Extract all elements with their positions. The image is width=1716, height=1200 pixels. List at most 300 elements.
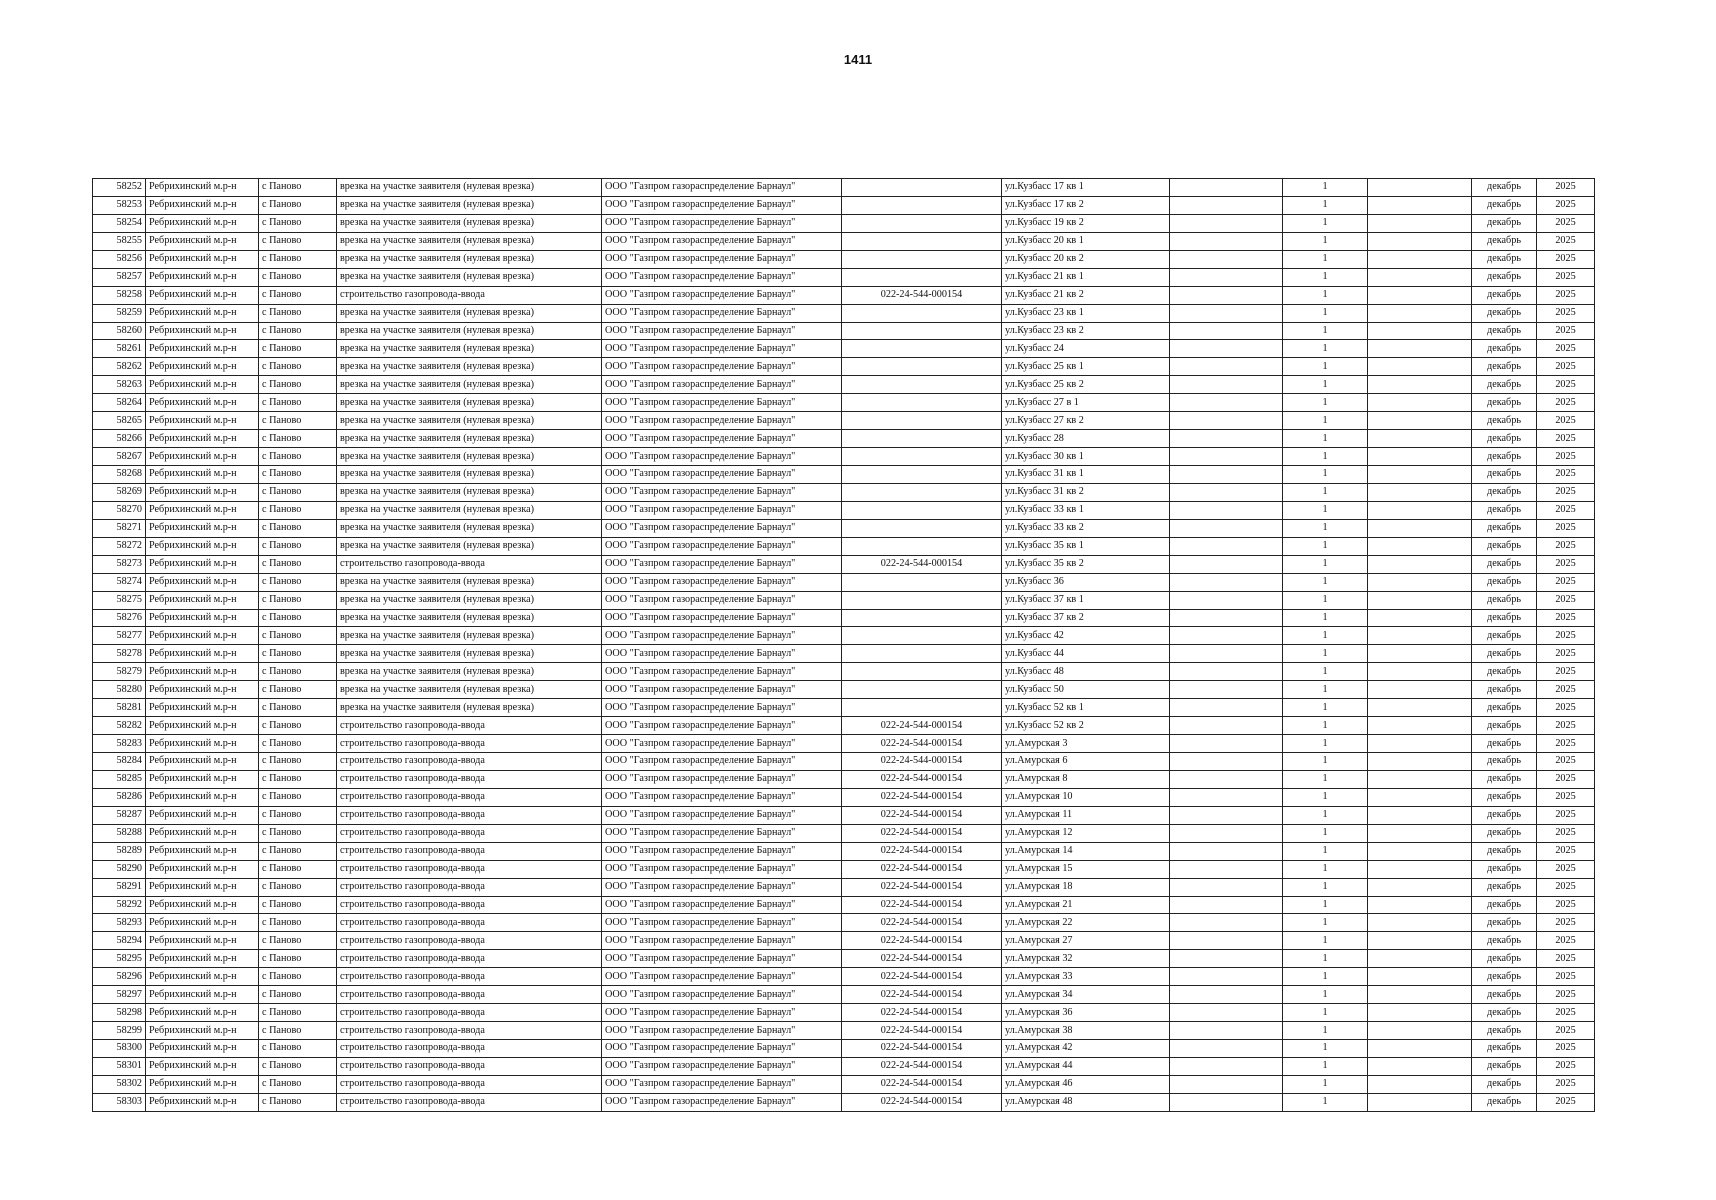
- cell-work-type: врезка на участке заявителя (нулевая врезка): [337, 699, 602, 717]
- cell-year: 2025: [1537, 842, 1595, 860]
- table-row: [93, 179, 1595, 197]
- cell-work-type: врезка на участке заявителя (нулевая врезка): [337, 268, 602, 286]
- cell-year: 2025: [1537, 645, 1595, 663]
- cell-project-code: 022-24-544-000154: [842, 1040, 1002, 1058]
- cell-organization: ООО "Газпром газораспределение Барнаул": [602, 394, 842, 412]
- cell-organization: ООО "Газпром газораспределение Барнаул": [602, 806, 842, 824]
- cell-work-type: строительство газопровода-ввода: [337, 1075, 602, 1093]
- cell-year: 2025: [1537, 286, 1595, 304]
- cell-district: Ребрихинский м.р-н: [146, 412, 259, 430]
- cell-year: 2025: [1537, 537, 1595, 555]
- cell-extra: [1170, 322, 1283, 340]
- cell-quantity: 1: [1283, 286, 1368, 304]
- cell-notes: [1368, 412, 1472, 430]
- cell-organization: ООО "Газпром газораспределение Барнаул": [602, 788, 842, 806]
- cell-address: ул.Амурская 22: [1002, 914, 1170, 932]
- cell-organization: ООО "Газпром газораспределение Барнаул": [602, 1057, 842, 1075]
- cell-quantity: 1: [1283, 1075, 1368, 1093]
- cell-month: декабрь: [1472, 699, 1537, 717]
- cell-district: Ребрихинский м.р-н: [146, 268, 259, 286]
- table-row: [93, 412, 1595, 430]
- cell-extra: [1170, 753, 1283, 771]
- cell-project-code: [842, 591, 1002, 609]
- table-row: [93, 555, 1595, 573]
- cell-year: 2025: [1537, 663, 1595, 681]
- cell-notes: [1368, 609, 1472, 627]
- cell-month: декабрь: [1472, 591, 1537, 609]
- cell-quantity: 1: [1283, 645, 1368, 663]
- cell-organization: ООО "Газпром газораспределение Барнаул": [602, 322, 842, 340]
- cell-settlement: с Паново: [259, 537, 337, 555]
- cell-address: ул.Кузбасс 21 кв 2: [1002, 286, 1170, 304]
- cell-year: 2025: [1537, 806, 1595, 824]
- cell-notes: [1368, 501, 1472, 519]
- cell-address: ул.Кузбасс 30 кв 1: [1002, 448, 1170, 466]
- cell-notes: [1368, 268, 1472, 286]
- cell-project-code: [842, 645, 1002, 663]
- cell-address: ул.Кузбасс 42: [1002, 627, 1170, 645]
- cell-work-type: строительство газопровода-ввода: [337, 735, 602, 753]
- cell-settlement: с Паново: [259, 932, 337, 950]
- cell-project-code: [842, 627, 1002, 645]
- table-row: [93, 770, 1595, 788]
- cell-notes: [1368, 1040, 1472, 1058]
- cell-extra: [1170, 537, 1283, 555]
- cell-quantity: 1: [1283, 358, 1368, 376]
- cell-address: ул.Кузбасс 23 кв 2: [1002, 322, 1170, 340]
- cell-settlement: с Паново: [259, 1040, 337, 1058]
- cell-address: ул.Кузбасс 52 кв 2: [1002, 717, 1170, 735]
- cell-quantity: 1: [1283, 501, 1368, 519]
- cell-district: Ребрихинский м.р-н: [146, 232, 259, 250]
- table-body: [93, 179, 1595, 1112]
- cell-work-type: строительство газопровода-ввода: [337, 1022, 602, 1040]
- cell-year: 2025: [1537, 179, 1595, 197]
- cell-quantity: 1: [1283, 860, 1368, 878]
- cell-work-type: строительство газопровода-ввода: [337, 896, 602, 914]
- cell-project-code: [842, 681, 1002, 699]
- cell-address: ул.Кузбасс 52 кв 1: [1002, 699, 1170, 717]
- cell-quantity: 1: [1283, 699, 1368, 717]
- cell-settlement: с Паново: [259, 340, 337, 358]
- cell-extra: [1170, 896, 1283, 914]
- table-row: [93, 627, 1595, 645]
- cell-organization: ООО "Газпром газораспределение Барнаул": [602, 1022, 842, 1040]
- cell-quantity: 1: [1283, 627, 1368, 645]
- cell-organization: ООО "Газпром газораспределение Барнаул": [602, 717, 842, 735]
- cell-year: 2025: [1537, 250, 1595, 268]
- cell-address: ул.Амурская 12: [1002, 824, 1170, 842]
- cell-year: 2025: [1537, 1093, 1595, 1111]
- cell-month: декабрь: [1472, 1022, 1537, 1040]
- cell-address: ул.Кузбасс 33 кв 1: [1002, 501, 1170, 519]
- cell-district: Ребрихинский м.р-н: [146, 770, 259, 788]
- cell-month: декабрь: [1472, 645, 1537, 663]
- cell-extra: [1170, 1040, 1283, 1058]
- cell-notes: [1368, 968, 1472, 986]
- table-row: [93, 448, 1595, 466]
- cell-quantity: 1: [1283, 806, 1368, 824]
- cell-settlement: с Паново: [259, 448, 337, 466]
- cell-district: Ребрихинский м.р-н: [146, 1057, 259, 1075]
- cell-project-code: 022-24-544-000154: [842, 932, 1002, 950]
- cell-month: декабрь: [1472, 232, 1537, 250]
- cell-notes: [1368, 932, 1472, 950]
- cell-year: 2025: [1537, 340, 1595, 358]
- cell-year: 2025: [1537, 770, 1595, 788]
- cell-address: ул.Кузбасс 21 кв 1: [1002, 268, 1170, 286]
- cell-district: Ребрихинский м.р-н: [146, 304, 259, 322]
- cell-project-code: [842, 358, 1002, 376]
- cell-notes: [1368, 645, 1472, 663]
- cell-month: декабрь: [1472, 555, 1537, 573]
- cell-quantity: 1: [1283, 179, 1368, 197]
- cell-organization: ООО "Газпром газораспределение Барнаул": [602, 753, 842, 771]
- cell-month: декабрь: [1472, 340, 1537, 358]
- cell-year: 2025: [1537, 896, 1595, 914]
- cell-notes: [1368, 914, 1472, 932]
- cell-work-type: врезка на участке заявителя (нулевая врезка): [337, 179, 602, 197]
- cell-organization: ООО "Газпром газораспределение Барнаул": [602, 986, 842, 1004]
- cell-notes: [1368, 770, 1472, 788]
- cell-month: декабрь: [1472, 483, 1537, 501]
- cell-address: ул.Кузбасс 48: [1002, 663, 1170, 681]
- cell-quantity: 1: [1283, 717, 1368, 735]
- cell-row-number: 58265: [93, 412, 146, 430]
- cell-row-number: 58303: [93, 1093, 146, 1111]
- cell-work-type: строительство газопровода-ввода: [337, 806, 602, 824]
- cell-row-number: 58273: [93, 555, 146, 573]
- cell-notes: [1368, 340, 1472, 358]
- cell-project-code: 022-24-544-000154: [842, 950, 1002, 968]
- cell-organization: ООО "Газпром газораспределение Барнаул": [602, 376, 842, 394]
- cell-project-code: 022-24-544-000154: [842, 1022, 1002, 1040]
- cell-year: 2025: [1537, 466, 1595, 484]
- cell-project-code: [842, 483, 1002, 501]
- cell-extra: [1170, 448, 1283, 466]
- cell-settlement: с Паново: [259, 1004, 337, 1022]
- cell-organization: ООО "Газпром газораспределение Барнаул": [602, 304, 842, 322]
- table-row: [93, 1040, 1595, 1058]
- cell-extra: [1170, 1093, 1283, 1111]
- cell-month: декабрь: [1472, 1040, 1537, 1058]
- cell-extra: [1170, 483, 1283, 501]
- cell-extra: [1170, 878, 1283, 896]
- cell-district: Ребрихинский м.р-н: [146, 466, 259, 484]
- cell-project-code: [842, 394, 1002, 412]
- cell-organization: ООО "Газпром газораспределение Барнаул": [602, 214, 842, 232]
- cell-month: декабрь: [1472, 322, 1537, 340]
- cell-district: Ребрихинский м.р-н: [146, 609, 259, 627]
- cell-month: декабрь: [1472, 609, 1537, 627]
- table-row: [93, 1022, 1595, 1040]
- cell-district: Ребрихинский м.р-н: [146, 663, 259, 681]
- table-row: [93, 860, 1595, 878]
- cell-address: ул.Амурская 6: [1002, 753, 1170, 771]
- cell-settlement: с Паново: [259, 179, 337, 197]
- cell-quantity: 1: [1283, 824, 1368, 842]
- cell-organization: ООО "Газпром газораспределение Барнаул": [602, 196, 842, 214]
- cell-organization: ООО "Газпром газораспределение Барнаул": [602, 770, 842, 788]
- cell-notes: [1368, 376, 1472, 394]
- cell-quantity: 1: [1283, 340, 1368, 358]
- cell-month: декабрь: [1472, 573, 1537, 591]
- cell-row-number: 58282: [93, 717, 146, 735]
- cell-project-code: 022-24-544-000154: [842, 1004, 1002, 1022]
- cell-settlement: с Паново: [259, 806, 337, 824]
- cell-row-number: 58253: [93, 196, 146, 214]
- cell-settlement: с Паново: [259, 842, 337, 860]
- table-row: [93, 699, 1595, 717]
- cell-row-number: 58258: [93, 286, 146, 304]
- cell-row-number: 58254: [93, 214, 146, 232]
- cell-month: декабрь: [1472, 717, 1537, 735]
- cell-quantity: 1: [1283, 537, 1368, 555]
- cell-district: Ребрихинский м.р-н: [146, 627, 259, 645]
- cell-address: ул.Амурская 8: [1002, 770, 1170, 788]
- cell-settlement: с Паново: [259, 1075, 337, 1093]
- cell-settlement: с Паново: [259, 483, 337, 501]
- cell-district: Ребрихинский м.р-н: [146, 717, 259, 735]
- cell-row-number: 58301: [93, 1057, 146, 1075]
- cell-extra: [1170, 681, 1283, 699]
- cell-month: декабрь: [1472, 250, 1537, 268]
- cell-organization: ООО "Газпром газораспределение Барнаул": [602, 555, 842, 573]
- cell-project-code: [842, 232, 1002, 250]
- cell-notes: [1368, 1075, 1472, 1093]
- cell-month: декабрь: [1472, 268, 1537, 286]
- cell-notes: [1368, 358, 1472, 376]
- cell-year: 2025: [1537, 986, 1595, 1004]
- table-row: [93, 1093, 1595, 1111]
- cell-quantity: 1: [1283, 788, 1368, 806]
- cell-settlement: с Паново: [259, 501, 337, 519]
- cell-extra: [1170, 735, 1283, 753]
- cell-project-code: 022-24-544-000154: [842, 286, 1002, 304]
- cell-settlement: с Паново: [259, 214, 337, 232]
- cell-project-code: 022-24-544-000154: [842, 770, 1002, 788]
- cell-settlement: с Паново: [259, 466, 337, 484]
- page-number: 1411: [843, 52, 873, 67]
- cell-work-type: строительство газопровода-ввода: [337, 770, 602, 788]
- cell-address: ул.Кузбасс 27 кв 2: [1002, 412, 1170, 430]
- cell-notes: [1368, 555, 1472, 573]
- cell-work-type: строительство газопровода-ввода: [337, 932, 602, 950]
- cell-row-number: 58277: [93, 627, 146, 645]
- cell-month: декабрь: [1472, 358, 1537, 376]
- cell-work-type: строительство газопровода-ввода: [337, 968, 602, 986]
- cell-month: декабрь: [1472, 735, 1537, 753]
- cell-organization: ООО "Газпром газораспределение Барнаул": [602, 358, 842, 376]
- cell-row-number: 58302: [93, 1075, 146, 1093]
- cell-work-type: врезка на участке заявителя (нулевая врезка): [337, 519, 602, 537]
- cell-organization: ООО "Газпром газораспределение Барнаул": [602, 932, 842, 950]
- cell-month: декабрь: [1472, 214, 1537, 232]
- cell-quantity: 1: [1283, 232, 1368, 250]
- cell-district: Ребрихинский м.р-н: [146, 860, 259, 878]
- cell-work-type: врезка на участке заявителя (нулевая врезка): [337, 466, 602, 484]
- cell-extra: [1170, 196, 1283, 214]
- cell-work-type: врезка на участке заявителя (нулевая врезка): [337, 196, 602, 214]
- cell-notes: [1368, 483, 1472, 501]
- cell-year: 2025: [1537, 196, 1595, 214]
- cell-settlement: с Паново: [259, 735, 337, 753]
- cell-settlement: с Паново: [259, 1057, 337, 1075]
- cell-extra: [1170, 340, 1283, 358]
- cell-year: 2025: [1537, 501, 1595, 519]
- cell-settlement: с Паново: [259, 717, 337, 735]
- cell-extra: [1170, 412, 1283, 430]
- cell-month: декабрь: [1472, 932, 1537, 950]
- cell-notes: [1368, 681, 1472, 699]
- cell-year: 2025: [1537, 1022, 1595, 1040]
- cell-work-type: врезка на участке заявителя (нулевая врезка): [337, 448, 602, 466]
- cell-address: ул.Кузбасс 27 в 1: [1002, 394, 1170, 412]
- cell-row-number: 58261: [93, 340, 146, 358]
- cell-year: 2025: [1537, 1004, 1595, 1022]
- cell-project-code: [842, 519, 1002, 537]
- cell-settlement: с Паново: [259, 878, 337, 896]
- cell-organization: ООО "Газпром газораспределение Барнаул": [602, 591, 842, 609]
- cell-quantity: 1: [1283, 1022, 1368, 1040]
- cell-settlement: с Паново: [259, 1022, 337, 1040]
- cell-notes: [1368, 537, 1472, 555]
- cell-organization: ООО "Газпром газораспределение Барнаул": [602, 448, 842, 466]
- table-row: [93, 914, 1595, 932]
- cell-district: Ребрихинский м.р-н: [146, 394, 259, 412]
- cell-project-code: 022-24-544-000154: [842, 735, 1002, 753]
- cell-district: Ребрихинский м.р-н: [146, 483, 259, 501]
- cell-work-type: врезка на участке заявителя (нулевая врезка): [337, 627, 602, 645]
- cell-quantity: 1: [1283, 1057, 1368, 1075]
- cell-organization: ООО "Газпром газораспределение Барнаул": [602, 645, 842, 663]
- cell-project-code: 022-24-544-000154: [842, 986, 1002, 1004]
- cell-notes: [1368, 860, 1472, 878]
- cell-district: Ребрихинский м.р-н: [146, 1075, 259, 1093]
- cell-settlement: с Паново: [259, 663, 337, 681]
- cell-settlement: с Паново: [259, 968, 337, 986]
- cell-settlement: с Паново: [259, 358, 337, 376]
- cell-work-type: врезка на участке заявителя (нулевая врезка): [337, 681, 602, 699]
- cell-year: 2025: [1537, 376, 1595, 394]
- cell-extra: [1170, 806, 1283, 824]
- cell-year: 2025: [1537, 932, 1595, 950]
- cell-row-number: 58287: [93, 806, 146, 824]
- cell-quantity: 1: [1283, 681, 1368, 699]
- cell-notes: [1368, 448, 1472, 466]
- cell-project-code: [842, 179, 1002, 197]
- cell-organization: ООО "Газпром газораспределение Барнаул": [602, 681, 842, 699]
- cell-district: Ребрихинский м.р-н: [146, 735, 259, 753]
- cell-address: ул.Кузбасс 28: [1002, 430, 1170, 448]
- cell-address: ул.Амурская 36: [1002, 1004, 1170, 1022]
- cell-month: декабрь: [1472, 196, 1537, 214]
- cell-notes: [1368, 304, 1472, 322]
- cell-address: ул.Кузбасс 50: [1002, 681, 1170, 699]
- table-row: [93, 483, 1595, 501]
- cell-notes: [1368, 573, 1472, 591]
- cell-organization: ООО "Газпром газораспределение Барнаул": [602, 573, 842, 591]
- cell-project-code: 022-24-544-000154: [842, 842, 1002, 860]
- cell-project-code: [842, 304, 1002, 322]
- cell-row-number: 58288: [93, 824, 146, 842]
- cell-year: 2025: [1537, 322, 1595, 340]
- cell-month: декабрь: [1472, 519, 1537, 537]
- cell-row-number: 58290: [93, 860, 146, 878]
- cell-year: 2025: [1537, 412, 1595, 430]
- cell-project-code: [842, 250, 1002, 268]
- cell-project-code: 022-24-544-000154: [842, 824, 1002, 842]
- cell-organization: ООО "Газпром газораспределение Барнаул": [602, 286, 842, 304]
- cell-year: 2025: [1537, 591, 1595, 609]
- cell-organization: ООО "Газпром газораспределение Барнаул": [602, 250, 842, 268]
- cell-month: декабрь: [1472, 788, 1537, 806]
- cell-row-number: 58298: [93, 1004, 146, 1022]
- cell-notes: [1368, 196, 1472, 214]
- cell-extra: [1170, 591, 1283, 609]
- cell-row-number: 58259: [93, 304, 146, 322]
- table-row: [93, 717, 1595, 735]
- cell-organization: ООО "Газпром газораспределение Барнаул": [602, 950, 842, 968]
- cell-extra: [1170, 699, 1283, 717]
- cell-row-number: 58285: [93, 770, 146, 788]
- cell-address: ул.Кузбасс 44: [1002, 645, 1170, 663]
- cell-district: Ребрихинский м.р-н: [146, 753, 259, 771]
- cell-extra: [1170, 358, 1283, 376]
- cell-settlement: с Паново: [259, 555, 337, 573]
- cell-quantity: 1: [1283, 376, 1368, 394]
- cell-project-code: [842, 501, 1002, 519]
- cell-row-number: 58266: [93, 430, 146, 448]
- cell-month: декабрь: [1472, 842, 1537, 860]
- cell-address: ул.Кузбасс 33 кв 2: [1002, 519, 1170, 537]
- cell-row-number: 58286: [93, 788, 146, 806]
- cell-address: ул.Амурская 18: [1002, 878, 1170, 896]
- cell-work-type: врезка на участке заявителя (нулевая врезка): [337, 501, 602, 519]
- cell-settlement: с Паново: [259, 681, 337, 699]
- cell-district: Ребрихинский м.р-н: [146, 358, 259, 376]
- cell-year: 2025: [1537, 214, 1595, 232]
- cell-quantity: 1: [1283, 555, 1368, 573]
- cell-work-type: врезка на участке заявителя (нулевая врезка): [337, 394, 602, 412]
- cell-address: ул.Амурская 11: [1002, 806, 1170, 824]
- cell-quantity: 1: [1283, 986, 1368, 1004]
- cell-address: ул.Кузбасс 35 кв 1: [1002, 537, 1170, 555]
- cell-quantity: 1: [1283, 1040, 1368, 1058]
- cell-row-number: 58296: [93, 968, 146, 986]
- cell-district: Ребрихинский м.р-н: [146, 214, 259, 232]
- cell-year: 2025: [1537, 573, 1595, 591]
- cell-project-code: 022-24-544-000154: [842, 878, 1002, 896]
- cell-district: Ребрихинский м.р-н: [146, 573, 259, 591]
- cell-extra: [1170, 214, 1283, 232]
- cell-quantity: 1: [1283, 770, 1368, 788]
- cell-year: 2025: [1537, 699, 1595, 717]
- table-row: [93, 519, 1595, 537]
- cell-month: декабрь: [1472, 1075, 1537, 1093]
- cell-settlement: с Паново: [259, 376, 337, 394]
- cell-row-number: 58260: [93, 322, 146, 340]
- cell-organization: ООО "Газпром газораспределение Барнаул": [602, 537, 842, 555]
- cell-work-type: врезка на участке заявителя (нулевая врезка): [337, 376, 602, 394]
- cell-year: 2025: [1537, 878, 1595, 896]
- cell-address: ул.Кузбасс 35 кв 2: [1002, 555, 1170, 573]
- cell-settlement: с Паново: [259, 896, 337, 914]
- cell-district: Ребрихинский м.р-н: [146, 896, 259, 914]
- cell-settlement: с Паново: [259, 770, 337, 788]
- cell-extra: [1170, 627, 1283, 645]
- cell-extra: [1170, 466, 1283, 484]
